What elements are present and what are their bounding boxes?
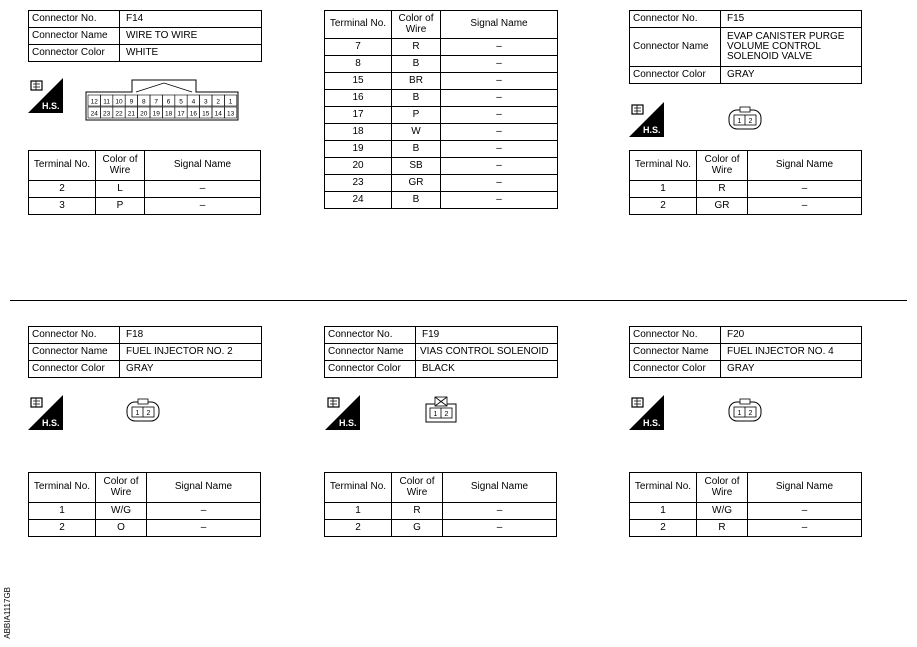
terminal-no-cell: 15	[325, 73, 392, 90]
pin-14: 14	[214, 110, 222, 118]
signal-name-cell: –	[443, 520, 557, 537]
figure-code: ABBIA1117GB	[3, 587, 12, 639]
signal-name-header: Signal Name	[145, 151, 261, 181]
signal-name-header: Signal Name	[748, 473, 862, 503]
table-row	[325, 124, 558, 141]
terminal-no-cell: 16	[325, 90, 392, 107]
signal-name-cell: –	[443, 503, 557, 520]
signal-name-cell: –	[441, 39, 558, 56]
wire-color-cell: B	[392, 192, 441, 209]
pin-12: 12	[90, 98, 98, 106]
pin-2: 2	[146, 410, 151, 417]
table-row	[630, 520, 862, 537]
terminal-no-cell: 2	[325, 520, 392, 537]
connector-name-label: Connector Name	[630, 28, 721, 67]
connector-name-value: FUEL INJECTOR NO. 4	[721, 344, 862, 361]
connector-no-label: Connector No.	[630, 327, 721, 344]
pin-8: 8	[141, 98, 146, 106]
connector-name-label: Connector Name	[325, 344, 416, 361]
wire-color-cell: L	[96, 181, 145, 198]
wire-color-cell: BR	[392, 73, 441, 90]
connector-name-label: Connector Name	[29, 344, 120, 361]
signal-name-cell: –	[441, 192, 558, 209]
color-of-wire-header: Color of Wire	[697, 151, 748, 181]
signal-name-header: Signal Name	[748, 151, 862, 181]
connector-face-f18	[126, 398, 160, 422]
wire-color-cell: P	[392, 107, 441, 124]
terminal-no-header: Terminal No.	[630, 473, 697, 503]
pin-19: 19	[152, 110, 160, 118]
signal-name-cell: –	[748, 503, 862, 520]
pin-2: 2	[444, 411, 449, 418]
table-row	[29, 503, 261, 520]
connector-no-value: F20	[721, 327, 862, 344]
connector-name-label: Connector Name	[630, 344, 721, 361]
wire-color-cell: P	[96, 198, 145, 215]
connector-no-value: F18	[120, 327, 262, 344]
pin-2: 2	[748, 118, 753, 125]
pin-7: 7	[154, 98, 159, 106]
signal-name-header: Signal Name	[443, 473, 557, 503]
terminal-no-cell: 7	[325, 39, 392, 56]
pin-13: 13	[226, 110, 235, 118]
table-row	[29, 198, 261, 215]
signal-name-header: Signal Name	[147, 473, 261, 503]
connector-info-table-f19	[324, 326, 558, 378]
table-row	[325, 158, 558, 175]
hs-symbol-icon	[629, 102, 664, 137]
pin-22: 22	[115, 110, 123, 118]
terminal-no-cell: 18	[325, 124, 392, 141]
connector-face-f14	[84, 78, 240, 122]
terminal-no-cell: 20	[325, 158, 392, 175]
pin-1: 1	[228, 98, 233, 106]
terminal-no-cell: 1	[325, 503, 392, 520]
connector-name-value: FUEL INJECTOR NO. 2	[120, 344, 262, 361]
connector-info-table-f14	[28, 10, 262, 62]
pin-1: 1	[135, 410, 140, 417]
terminal-no-header: Terminal No.	[325, 473, 392, 503]
color-of-wire-header: Color of Wire	[96, 151, 145, 181]
connector-no-value: F14	[120, 11, 262, 28]
pin-24: 24	[90, 110, 98, 118]
terminal-no-header: Terminal No.	[630, 151, 697, 181]
connector-no-label: Connector No.	[29, 11, 120, 28]
terminal-table-f20	[629, 472, 862, 537]
signal-name-cell: –	[145, 198, 261, 215]
table-row	[630, 181, 862, 198]
pin-6: 6	[166, 98, 171, 106]
pin-23: 23	[102, 110, 111, 118]
signal-name-cell: –	[748, 520, 862, 537]
wire-color-cell: O	[96, 520, 147, 537]
signal-name-cell: –	[748, 198, 862, 215]
wire-color-cell: B	[392, 90, 441, 107]
signal-name-cell: –	[441, 141, 558, 158]
connector-no-label: Connector No.	[325, 327, 416, 344]
hs-label: H.S.	[339, 418, 357, 428]
connector-info-table-f20	[629, 326, 862, 378]
terminal-no-cell: 24	[325, 192, 392, 209]
terminal-no-cell: 1	[630, 181, 697, 198]
pin-5: 5	[179, 98, 183, 106]
hs-label: H.S.	[42, 418, 60, 428]
table-row	[325, 141, 558, 158]
wire-color-cell: GR	[697, 198, 748, 215]
signal-name-cell: –	[441, 56, 558, 73]
wire-color-cell: G	[392, 520, 443, 537]
signal-name-cell: –	[748, 181, 862, 198]
wire-color-cell: B	[392, 141, 441, 158]
wire-color-cell: B	[392, 56, 441, 73]
terminal-no-cell: 23	[325, 175, 392, 192]
terminal-no-cell: 2	[630, 520, 697, 537]
connector-no-value: F19	[416, 327, 558, 344]
pin-16: 16	[189, 110, 198, 118]
connector-color-label: Connector Color	[630, 67, 721, 84]
signal-name-cell: –	[441, 107, 558, 124]
wire-color-cell: W/G	[96, 503, 147, 520]
pin-9: 9	[129, 98, 134, 106]
wire-color-cell: W/G	[697, 503, 748, 520]
table-row	[325, 503, 557, 520]
signal-name-cell: –	[441, 124, 558, 141]
table-row	[29, 520, 261, 537]
signal-name-cell: –	[441, 90, 558, 107]
table-row	[325, 192, 558, 209]
section-divider	[10, 300, 907, 301]
signal-name-cell: –	[147, 520, 261, 537]
table-row	[325, 90, 558, 107]
terminal-table-f14	[28, 150, 261, 215]
pin-2: 2	[216, 98, 221, 106]
table-row	[630, 198, 862, 215]
connector-face-f20	[728, 398, 762, 422]
color-of-wire-header: Color of Wire	[96, 473, 147, 503]
wire-color-cell: R	[697, 520, 748, 537]
terminal-no-cell: 2	[29, 520, 96, 537]
pin-10: 10	[115, 98, 123, 106]
terminal-no-header: Terminal No.	[29, 151, 96, 181]
wire-color-cell: R	[697, 181, 748, 198]
connector-color-value: GRAY	[721, 361, 862, 378]
terminal-no-cell: 1	[29, 503, 96, 520]
connector-color-value: GRAY	[120, 361, 262, 378]
pin-2: 2	[748, 410, 753, 417]
connector-no-label: Connector No.	[630, 11, 721, 28]
terminal-table-f18	[28, 472, 261, 537]
wire-color-cell: R	[392, 503, 443, 520]
pin-4: 4	[191, 98, 196, 106]
table-row	[325, 107, 558, 124]
connector-color-label: Connector Color	[29, 45, 120, 62]
connector-color-label: Connector Color	[630, 361, 721, 378]
table-row	[325, 56, 558, 73]
terminal-no-cell: 2	[29, 181, 96, 198]
connector-color-label: Connector Color	[325, 361, 416, 378]
pin-20: 20	[140, 110, 148, 118]
connector-color-value: BLACK	[416, 361, 558, 378]
connector-name-label: Connector Name	[29, 28, 120, 45]
signal-name-cell: –	[441, 73, 558, 90]
pin-1: 1	[433, 411, 438, 418]
connector-no-value: F15	[721, 11, 862, 28]
connector-face-f19	[425, 396, 457, 424]
pin-21: 21	[127, 110, 136, 118]
table-row	[325, 520, 557, 537]
pin-3: 3	[203, 98, 208, 106]
pin-15: 15	[202, 110, 210, 118]
hs-label: H.S.	[643, 125, 661, 135]
table-row	[325, 175, 558, 192]
signal-name-cell: –	[441, 158, 558, 175]
pin-18: 18	[164, 110, 173, 118]
hs-symbol-icon	[629, 395, 664, 430]
terminal-no-cell: 8	[325, 56, 392, 73]
pin-11: 11	[103, 98, 110, 106]
hs-symbol-icon	[28, 395, 63, 430]
terminal-no-cell: 2	[630, 198, 697, 215]
table-row	[29, 181, 261, 198]
terminal-no-cell: 19	[325, 141, 392, 158]
connector-info-table-f15	[629, 10, 862, 84]
signal-name-cell: –	[441, 175, 558, 192]
color-of-wire-header: Color of Wire	[392, 473, 443, 503]
pin-1: 1	[737, 118, 742, 125]
terminal-no-header: Terminal No.	[29, 473, 96, 503]
color-of-wire-header: Color of Wire	[392, 11, 441, 39]
connector-name-value: EVAP CANISTER PURGE VOLUME CONTROL SOLENOID VALVE	[721, 28, 862, 67]
hs-symbol-icon	[28, 78, 63, 113]
wire-color-cell: GR	[392, 175, 441, 192]
terminal-table-f14-cont	[324, 10, 558, 209]
wire-color-cell: W	[392, 124, 441, 141]
hs-symbol-icon	[325, 395, 360, 430]
pin-1: 1	[737, 410, 742, 417]
color-of-wire-header: Color of Wire	[697, 473, 748, 503]
connector-face-f15	[728, 106, 762, 130]
connector-color-label: Connector Color	[29, 361, 120, 378]
connector-info-table-f18	[28, 326, 262, 378]
hs-label: H.S.	[643, 418, 661, 428]
signal-name-cell: –	[145, 181, 261, 198]
terminal-no-cell: 3	[29, 198, 96, 215]
connector-no-label: Connector No.	[29, 327, 120, 344]
hs-label: H.S.	[42, 101, 60, 111]
connector-name-value: VIAS CONTROL SOLENOID	[416, 344, 558, 361]
connector-color-value: WHITE	[120, 45, 262, 62]
pin-17: 17	[177, 110, 185, 118]
signal-name-cell: –	[147, 503, 261, 520]
signal-name-header: Signal Name	[441, 11, 558, 39]
wire-color-cell: R	[392, 39, 441, 56]
terminal-table-f15	[629, 150, 862, 215]
table-row	[630, 503, 862, 520]
terminal-no-header: Terminal No.	[325, 11, 392, 39]
terminal-table-f19	[324, 472, 557, 537]
table-row	[325, 73, 558, 90]
connector-color-value: GRAY	[721, 67, 862, 84]
table-row	[325, 39, 558, 56]
terminal-no-cell: 17	[325, 107, 392, 124]
connector-name-value: WIRE TO WIRE	[120, 28, 262, 45]
wire-color-cell: SB	[392, 158, 441, 175]
terminal-no-cell: 1	[630, 503, 697, 520]
